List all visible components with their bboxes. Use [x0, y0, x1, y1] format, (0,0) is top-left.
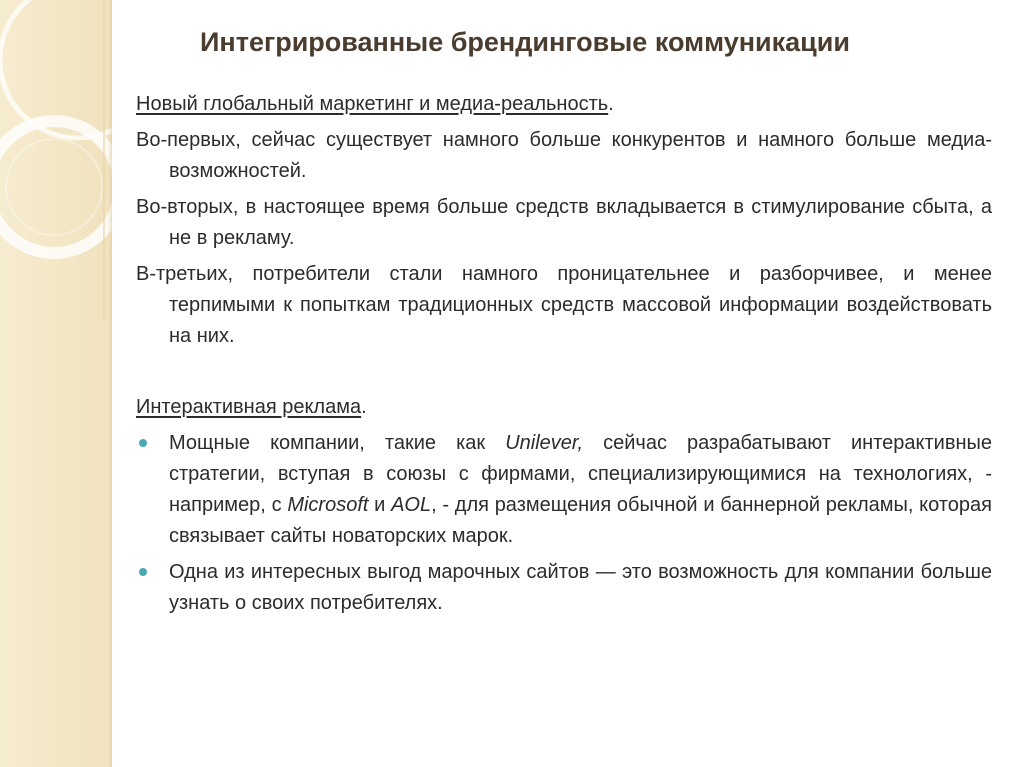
bullet1-part1: Мощные компании, такие как	[169, 432, 506, 454]
section-spacer	[136, 352, 992, 392]
section-heading-marketing	[136, 89, 992, 120]
decorative-circles-ornament	[0, 0, 112, 320]
bullet1-part4: , - для размещения обычной и баннерной рекламы, которая связывает сайты новаторских марок.	[169, 494, 992, 547]
decorative-side-band	[0, 0, 112, 767]
paragraph-third: В-третьих, потребители стали намного проницательнее и разборчивее, и менее терпимыми к попыткам традиционных средств массовой информации воздействовать на них.	[136, 263, 992, 347]
paragraph-first: Во-первых, сейчас существует намного больше конкурентов и намного больше медиа-возможностей.	[136, 129, 992, 182]
paragraph-second: Во-вторых, в настоящее время больше средств вкладывается в стимулирование сбыта, а не в рекламу.	[136, 196, 992, 249]
slide-title: Интегрированные брендинговые коммуникации	[200, 27, 850, 57]
slide-body	[136, 89, 992, 619]
bullet1-part2: сейчас разрабатывают интерактивные стратегии, вступая в союзы с фирмами, специализирующимися на технологиях, - например, с	[169, 432, 992, 516]
bullet-list	[136, 428, 992, 619]
bullet-dot-icon	[139, 439, 147, 447]
brand-unilever: Unilever,	[505, 432, 584, 454]
bullet1-part3: и	[368, 494, 392, 516]
section-heading-interactive-suffix: .	[361, 396, 367, 418]
section-heading-interactive	[136, 392, 992, 423]
bullet-dot-icon	[139, 568, 147, 576]
bullet-text-brand-sites: Одна из интересных выгод марочных сайтов — это возможность для компании больше узнать о своих потребителях.	[169, 561, 992, 614]
brand-microsoft: Microsoft	[287, 494, 369, 516]
list-item	[136, 428, 992, 552]
section-heading-interactive-text: Интерактивная реклама	[136, 396, 362, 418]
section-heading-marketing-suffix: .	[608, 93, 614, 115]
bullet-text-companies	[169, 432, 992, 547]
section-heading-marketing-text: Новый глобальный маркетинг и медиа-реальность	[136, 93, 609, 115]
list-item	[136, 557, 992, 619]
brand-aol: AOL	[391, 494, 432, 516]
